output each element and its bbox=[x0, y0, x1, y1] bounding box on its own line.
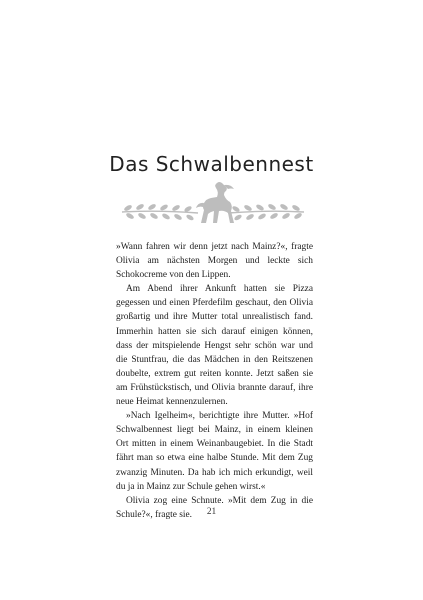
paragraph: Olivia zog eine Schnute. »Mit dem Zug in die Schule?«, fragte sie. bbox=[116, 495, 313, 520]
paragraph: »Nach Igelheim«, berichtigte ihre Mutter. »Hof Schwalbennest liegt bei Mainz, in einem kleinen Ort mitten in einem Weinanbaugebiet. In die Stadt fährt man so etwa eine halbe Stunde. Mit dem Zug zwanzig Minuten. Da hab ich mich erkundigt, weil du ja in Mainz zur Schule gehen wirst.« bbox=[116, 411, 313, 492]
chapter-body-text bbox=[116, 240, 313, 522]
paragraph: Am Abend ihrer Ankunft hatten sie Pizza gegessen und einen Pferdefilm geschaut, den Olivia großartig und ihre Mutter total unrealistisch fand. Immerhin hatten sie sich darauf einigen können, dass der mitspielende Hengst sehr schön war und die Stuntfrau, die das Mädchen in den Reitszenen doubelte, extrem gut reiten konnte. Jetzt saßen sie am Frühstückstisch, und Olivia brannte darauf, ihre neue Heimat kennenzulernen. bbox=[116, 284, 313, 408]
paragraph: »Wann fahren wir denn jetzt nach Mainz?«, fragte Olivia am nächsten Morgen und leckte sich Schokocreme von den Lippen. bbox=[116, 242, 313, 281]
chapter-title: Das Schwalbennest bbox=[109, 152, 314, 176]
rearing-horse-with-laurel-icon bbox=[118, 180, 308, 224]
page-number: 21 bbox=[206, 507, 217, 517]
